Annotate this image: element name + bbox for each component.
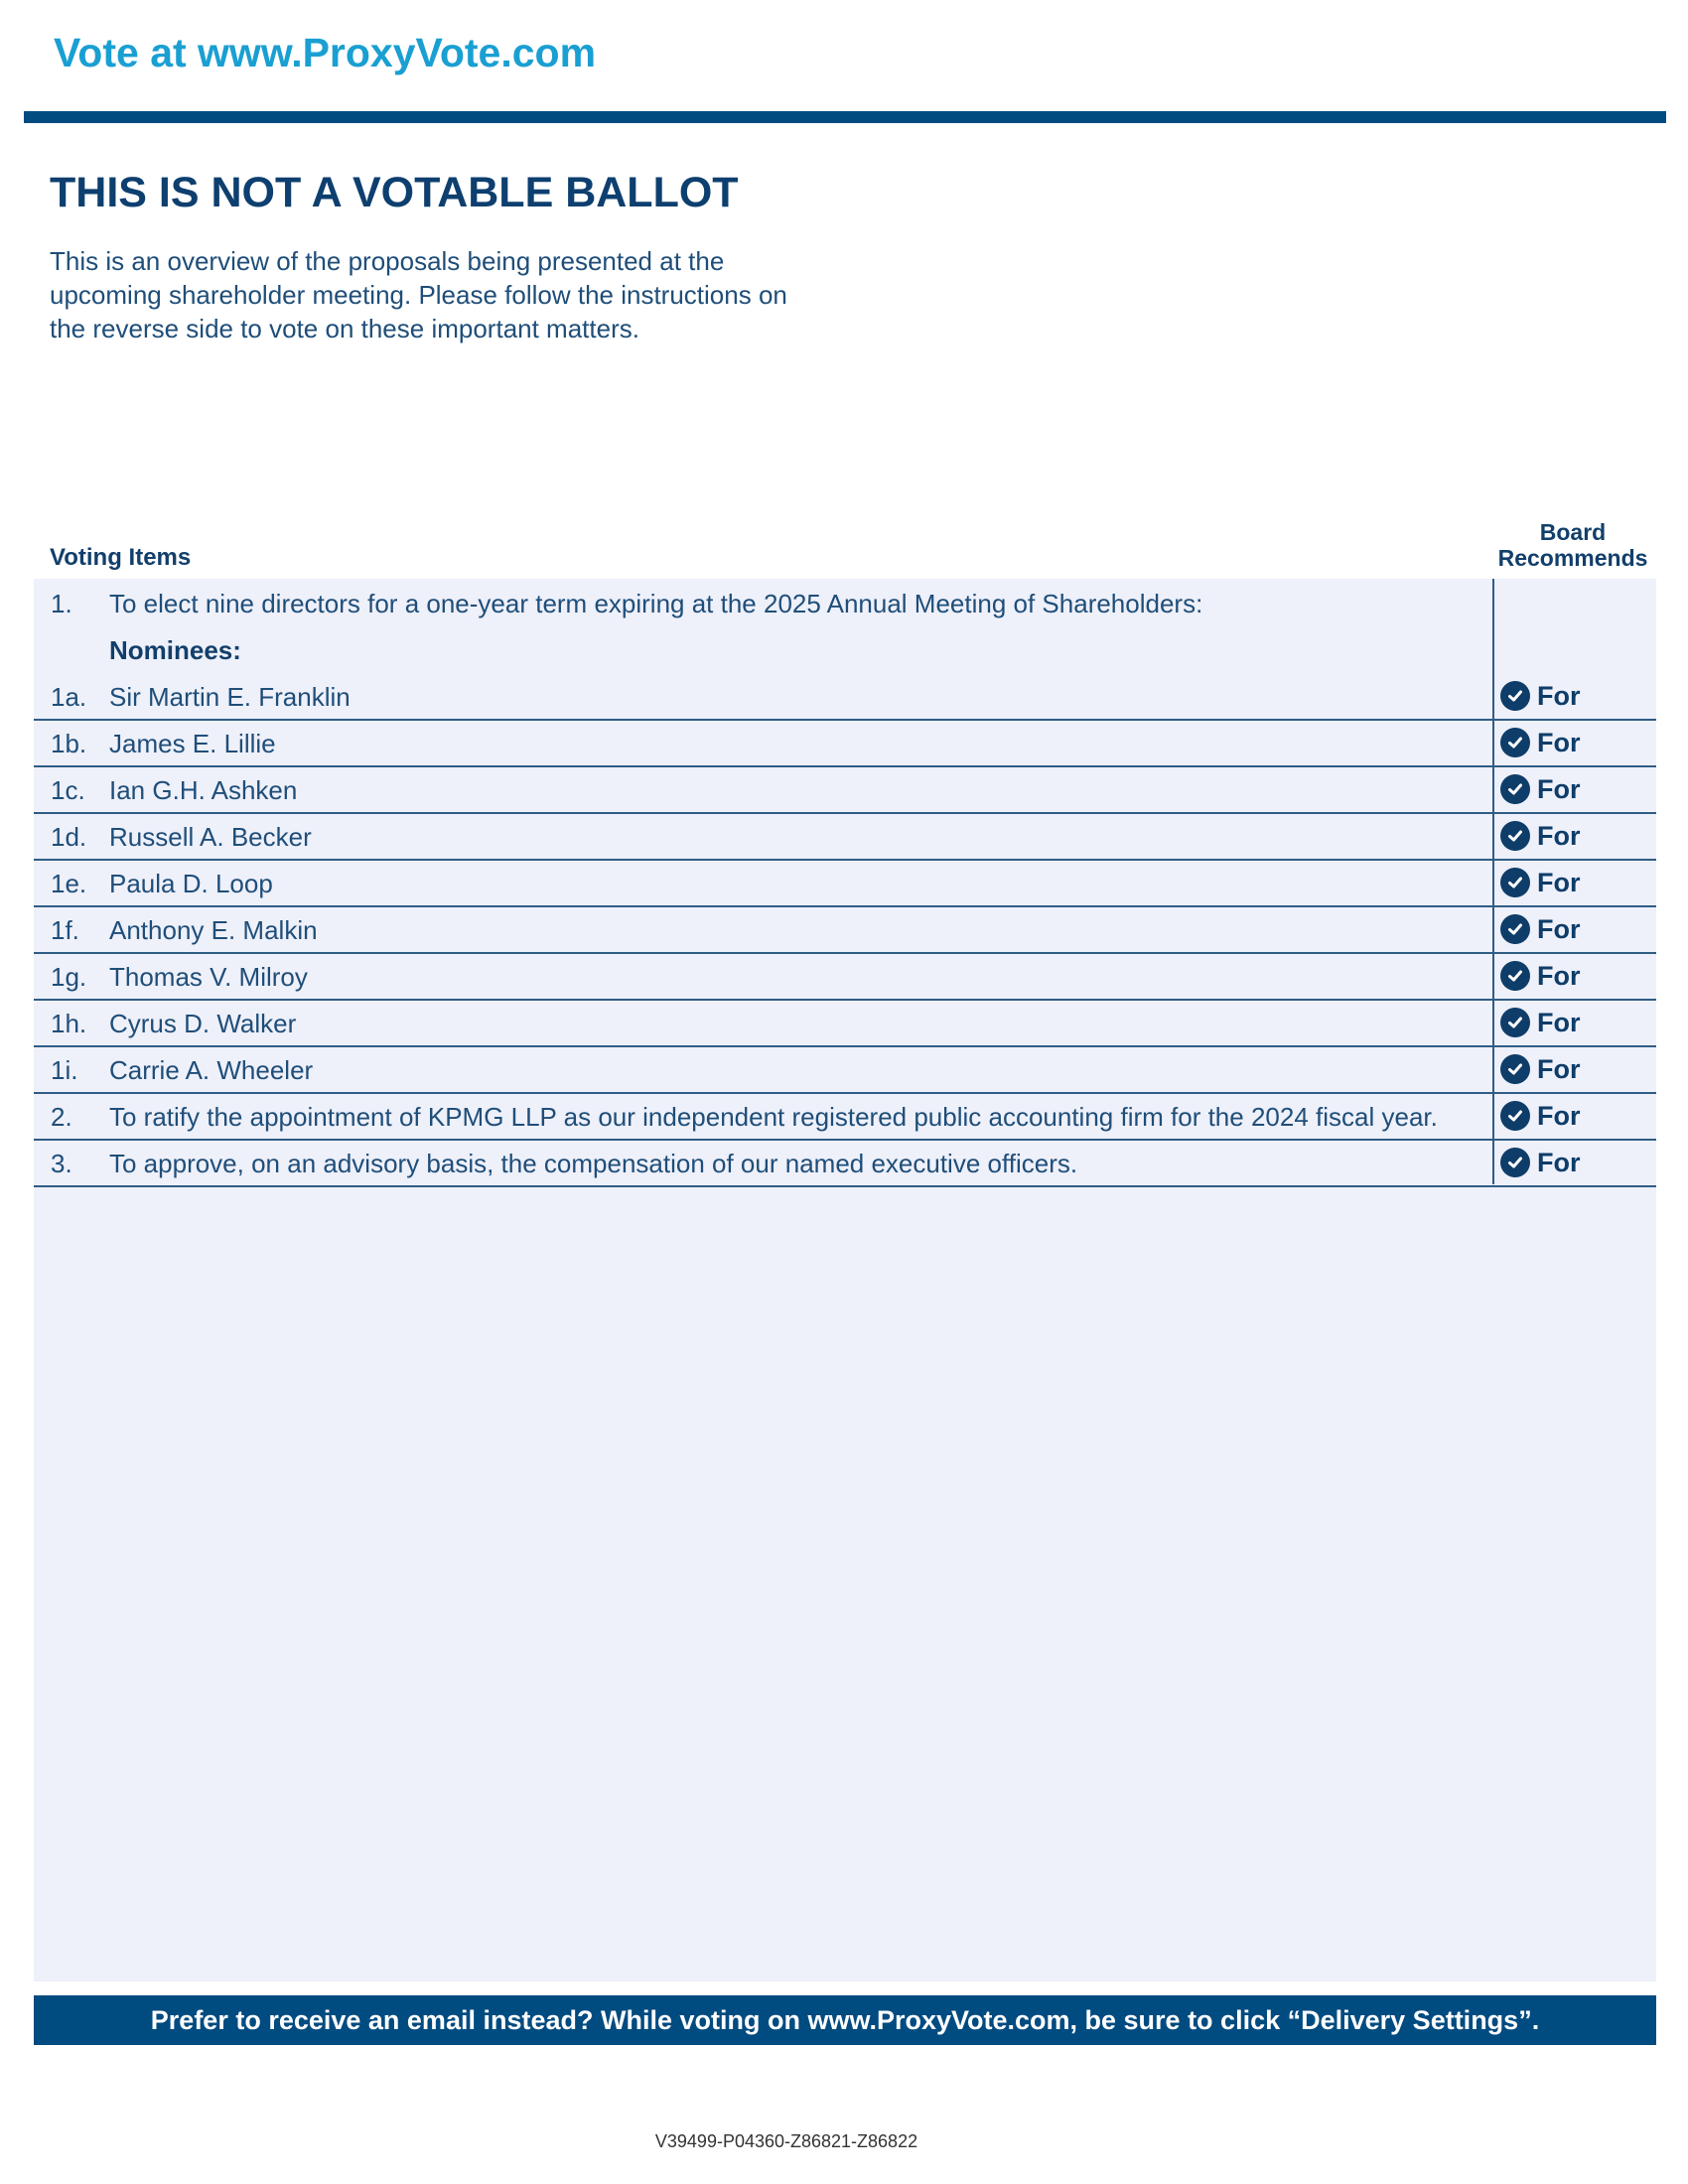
recommendation-label: For <box>1537 680 1581 711</box>
item-number: 1e. <box>51 869 87 898</box>
check-circle-icon <box>1500 774 1530 804</box>
proposal-row <box>34 579 1656 625</box>
check-circle-icon <box>1500 681 1530 711</box>
board-recommendation <box>1500 680 1581 712</box>
header-divider <box>24 111 1666 123</box>
item-number: 1c. <box>51 775 85 805</box>
control-number: V39499-P04360-Z86821-Z86822 <box>654 2131 918 2151</box>
proposal-text: To elect nine directors for a one-year term expiring at the 2025 Annual Meeting of Shareholders: <box>109 589 1203 618</box>
item-number: 1b. <box>51 729 87 758</box>
item-text: Cyrus D. Walker <box>109 1009 297 1038</box>
recommendation-label: For <box>1537 913 1581 944</box>
item-number: 1d. <box>51 822 87 852</box>
board-recommendation <box>1500 1100 1581 1132</box>
board-recommends-column-header <box>1493 519 1652 571</box>
recommendation-label: For <box>1537 867 1581 897</box>
table-row <box>34 672 1656 721</box>
item-text: Sir Martin E. Franklin <box>109 682 351 712</box>
check-circle-icon <box>1500 728 1530 757</box>
table-row <box>34 1092 1656 1141</box>
item-number: 1f. <box>51 915 79 945</box>
check-circle-icon <box>1500 1101 1530 1131</box>
item-text: Carrie A. Wheeler <box>109 1055 314 1085</box>
intro-line: This is an overview of the proposals being presented at the <box>50 246 725 276</box>
voting-items-column-header: Voting Items <box>50 544 192 571</box>
recommendation-label: For <box>1537 727 1581 757</box>
nominees-label-row <box>34 625 1656 672</box>
board-recommendation <box>1500 820 1581 852</box>
table-row <box>34 999 1656 1047</box>
table-row <box>34 812 1656 861</box>
board-recommendation <box>1500 727 1581 758</box>
item-number: 1h. <box>51 1009 87 1038</box>
intro-line: the reverse side to vote on these important matters. <box>50 314 639 343</box>
item-text: Paula D. Loop <box>109 869 273 898</box>
item-number: 3. <box>51 1149 72 1178</box>
check-circle-icon <box>1500 1054 1530 1084</box>
check-circle-icon <box>1500 821 1530 851</box>
table-row <box>34 952 1656 1001</box>
board-recommendation <box>1500 913 1581 945</box>
check-circle-icon <box>1500 914 1530 944</box>
recommendation-label: For <box>1537 1007 1581 1037</box>
item-text: Anthony E. Malkin <box>109 915 318 945</box>
table-row <box>34 1045 1656 1094</box>
item-text: James E. Lillie <box>109 729 276 758</box>
item-text: To approve, on an advisory basis, the compensation of our named executive officers. <box>109 1149 1078 1178</box>
board-recommendation <box>1500 867 1581 898</box>
item-text: Thomas V. Milroy <box>109 962 308 992</box>
item-text: Ian G.H. Ashken <box>109 775 298 805</box>
recommendation-label: For <box>1537 820 1581 851</box>
item-number: 1g. <box>51 962 87 992</box>
intro-paragraph <box>50 244 874 345</box>
proxyvote-header-title: Vote at www.ProxyVote.com <box>54 30 597 75</box>
table-row <box>34 905 1656 954</box>
board-recommendation <box>1500 773 1581 805</box>
item-number: 1i. <box>51 1055 78 1085</box>
board-recommendation <box>1500 960 1581 992</box>
check-circle-icon <box>1500 961 1530 991</box>
board-header-line: Board <box>1539 519 1607 545</box>
nominees-label: Nominees: <box>109 635 241 665</box>
board-header-line: Recommends <box>1497 545 1648 571</box>
intro-line: upcoming shareholder meeting. Please follow the instructions on <box>50 280 787 310</box>
check-circle-icon <box>1500 1008 1530 1037</box>
table-row <box>34 859 1656 907</box>
recommendation-label: For <box>1537 773 1581 804</box>
board-recommendation <box>1500 1007 1581 1038</box>
recommendation-label: For <box>1537 960 1581 991</box>
ballot-notice-heading: THIS IS NOT A VOTABLE BALLOT <box>50 169 739 216</box>
email-delivery-banner: Prefer to receive an email instead? While voting on www.ProxyVote.com, be sure to click “Delivery Settings”. <box>34 1995 1656 2045</box>
item-number: 1a. <box>51 682 87 712</box>
board-recommendation <box>1500 1147 1581 1178</box>
item-text: Russell A. Becker <box>109 822 312 852</box>
item-number: 2. <box>51 1102 72 1132</box>
control-number-footer <box>0 2131 1688 2152</box>
table-row <box>34 765 1656 814</box>
check-circle-icon <box>1500 1148 1530 1177</box>
board-recommendation <box>1500 1053 1581 1085</box>
recommendation-label: For <box>1537 1147 1581 1177</box>
recommendation-label: For <box>1537 1053 1581 1084</box>
proposal-number: 1. <box>51 589 72 618</box>
table-row <box>34 1139 1656 1187</box>
table-row <box>34 719 1656 767</box>
item-text: To ratify the appointment of KPMG LLP as our independent registered public accounting firm for the 2024 fiscal year. <box>109 1102 1438 1132</box>
recommendation-label: For <box>1537 1100 1581 1131</box>
check-circle-icon <box>1500 868 1530 897</box>
